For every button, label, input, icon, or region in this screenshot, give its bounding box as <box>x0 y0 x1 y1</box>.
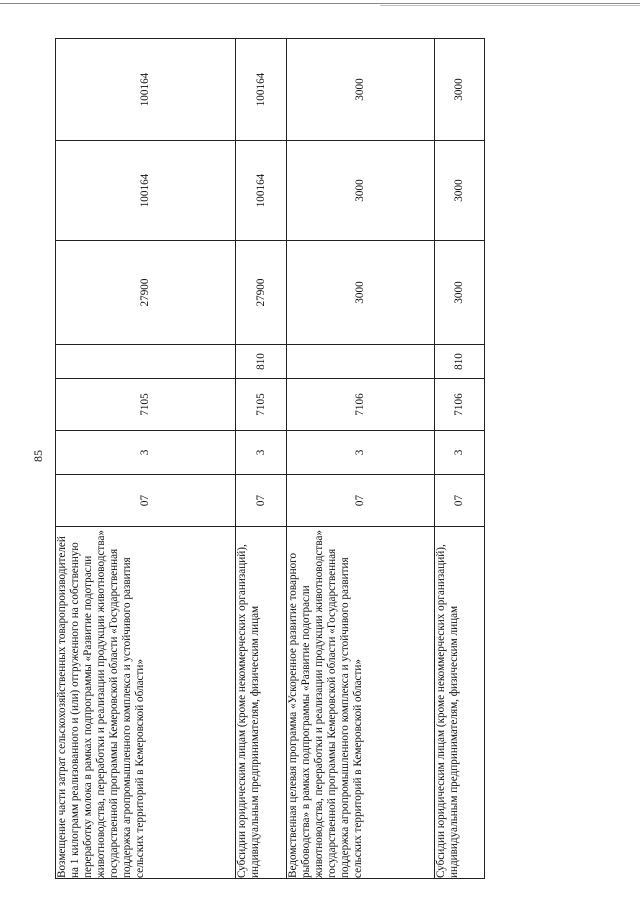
section-code: 07 <box>236 475 287 527</box>
target-article-code: 7105 <box>236 379 287 431</box>
amount-col-3: 3000 <box>435 39 485 141</box>
scan-edge-line <box>0 3 640 4</box>
target-article-code: 7106 <box>435 379 485 431</box>
amount-col-3: 3000 <box>287 39 435 141</box>
target-article-code: 7105 <box>56 379 236 431</box>
row-description: Субсидии юридическим лицам (кроме некоммерческих организаций), индивидуальным предпринимателям, физическим лицам <box>236 527 287 879</box>
amount-col-2: 100164 <box>56 141 236 241</box>
budget-table <box>55 38 485 879</box>
row-description: Ведомственная целевая программа «Ускоренное развитие товарного рыбоводства» в рамках подпрограммы «Развитие подотрасли животноводства, переработки и реализации продукции животноводства» государственной программы Кемеровской области «Государственная поддержка агропромышленного комплекса и устойчивого развития сельских территорий в Кемеровской области» <box>287 527 435 879</box>
page-number: 85 <box>31 450 45 462</box>
subsection-code: 3 <box>435 431 485 475</box>
table-row <box>435 39 485 879</box>
table-row <box>287 39 435 879</box>
section-code: 07 <box>287 475 435 527</box>
rotated-page-content <box>55 39 485 879</box>
expense-type-code: 810 <box>236 345 287 379</box>
amount-col-1: 27900 <box>56 241 236 345</box>
amount-col-1: 3000 <box>287 241 435 345</box>
amount-col-2: 3000 <box>287 141 435 241</box>
amount-col-2: 3000 <box>435 141 485 241</box>
subsection-code: 3 <box>236 431 287 475</box>
expense-type-code <box>287 345 435 379</box>
table-row <box>56 39 236 879</box>
expense-type-code: 810 <box>435 345 485 379</box>
subsection-code: 3 <box>56 431 236 475</box>
amount-col-2: 100164 <box>236 141 287 241</box>
amount-col-3: 100164 <box>56 39 236 141</box>
table-row <box>236 39 287 879</box>
row-description: Возмещение части затрат сельскохозяйственных товаропроизводителей на 1 килограмм реализованного и (или) отгруженного на собственную переработку молока в рамках подпрограммы «Развитие подотрасли животноводства, переработки и реализации продукции животноводства» государственной программы Кемеровской области «Государственная поддержка агропромышленного комплекса и устойчивого развития сельских территорий в Кемеровской области» <box>56 527 236 879</box>
amount-col-3: 100164 <box>236 39 287 141</box>
scan-edge-line-secondary <box>380 5 640 6</box>
target-article-code: 7106 <box>287 379 435 431</box>
amount-col-1: 27900 <box>236 241 287 345</box>
section-code: 07 <box>435 475 485 527</box>
subsection-code: 3 <box>287 431 435 475</box>
section-code: 07 <box>56 475 236 527</box>
amount-col-1: 3000 <box>435 241 485 345</box>
expense-type-code <box>56 345 236 379</box>
row-description: Субсидии юридическим лицам (кроме некоммерческих организаций), индивидуальным предпринимателям, физическим лицам <box>435 527 485 879</box>
